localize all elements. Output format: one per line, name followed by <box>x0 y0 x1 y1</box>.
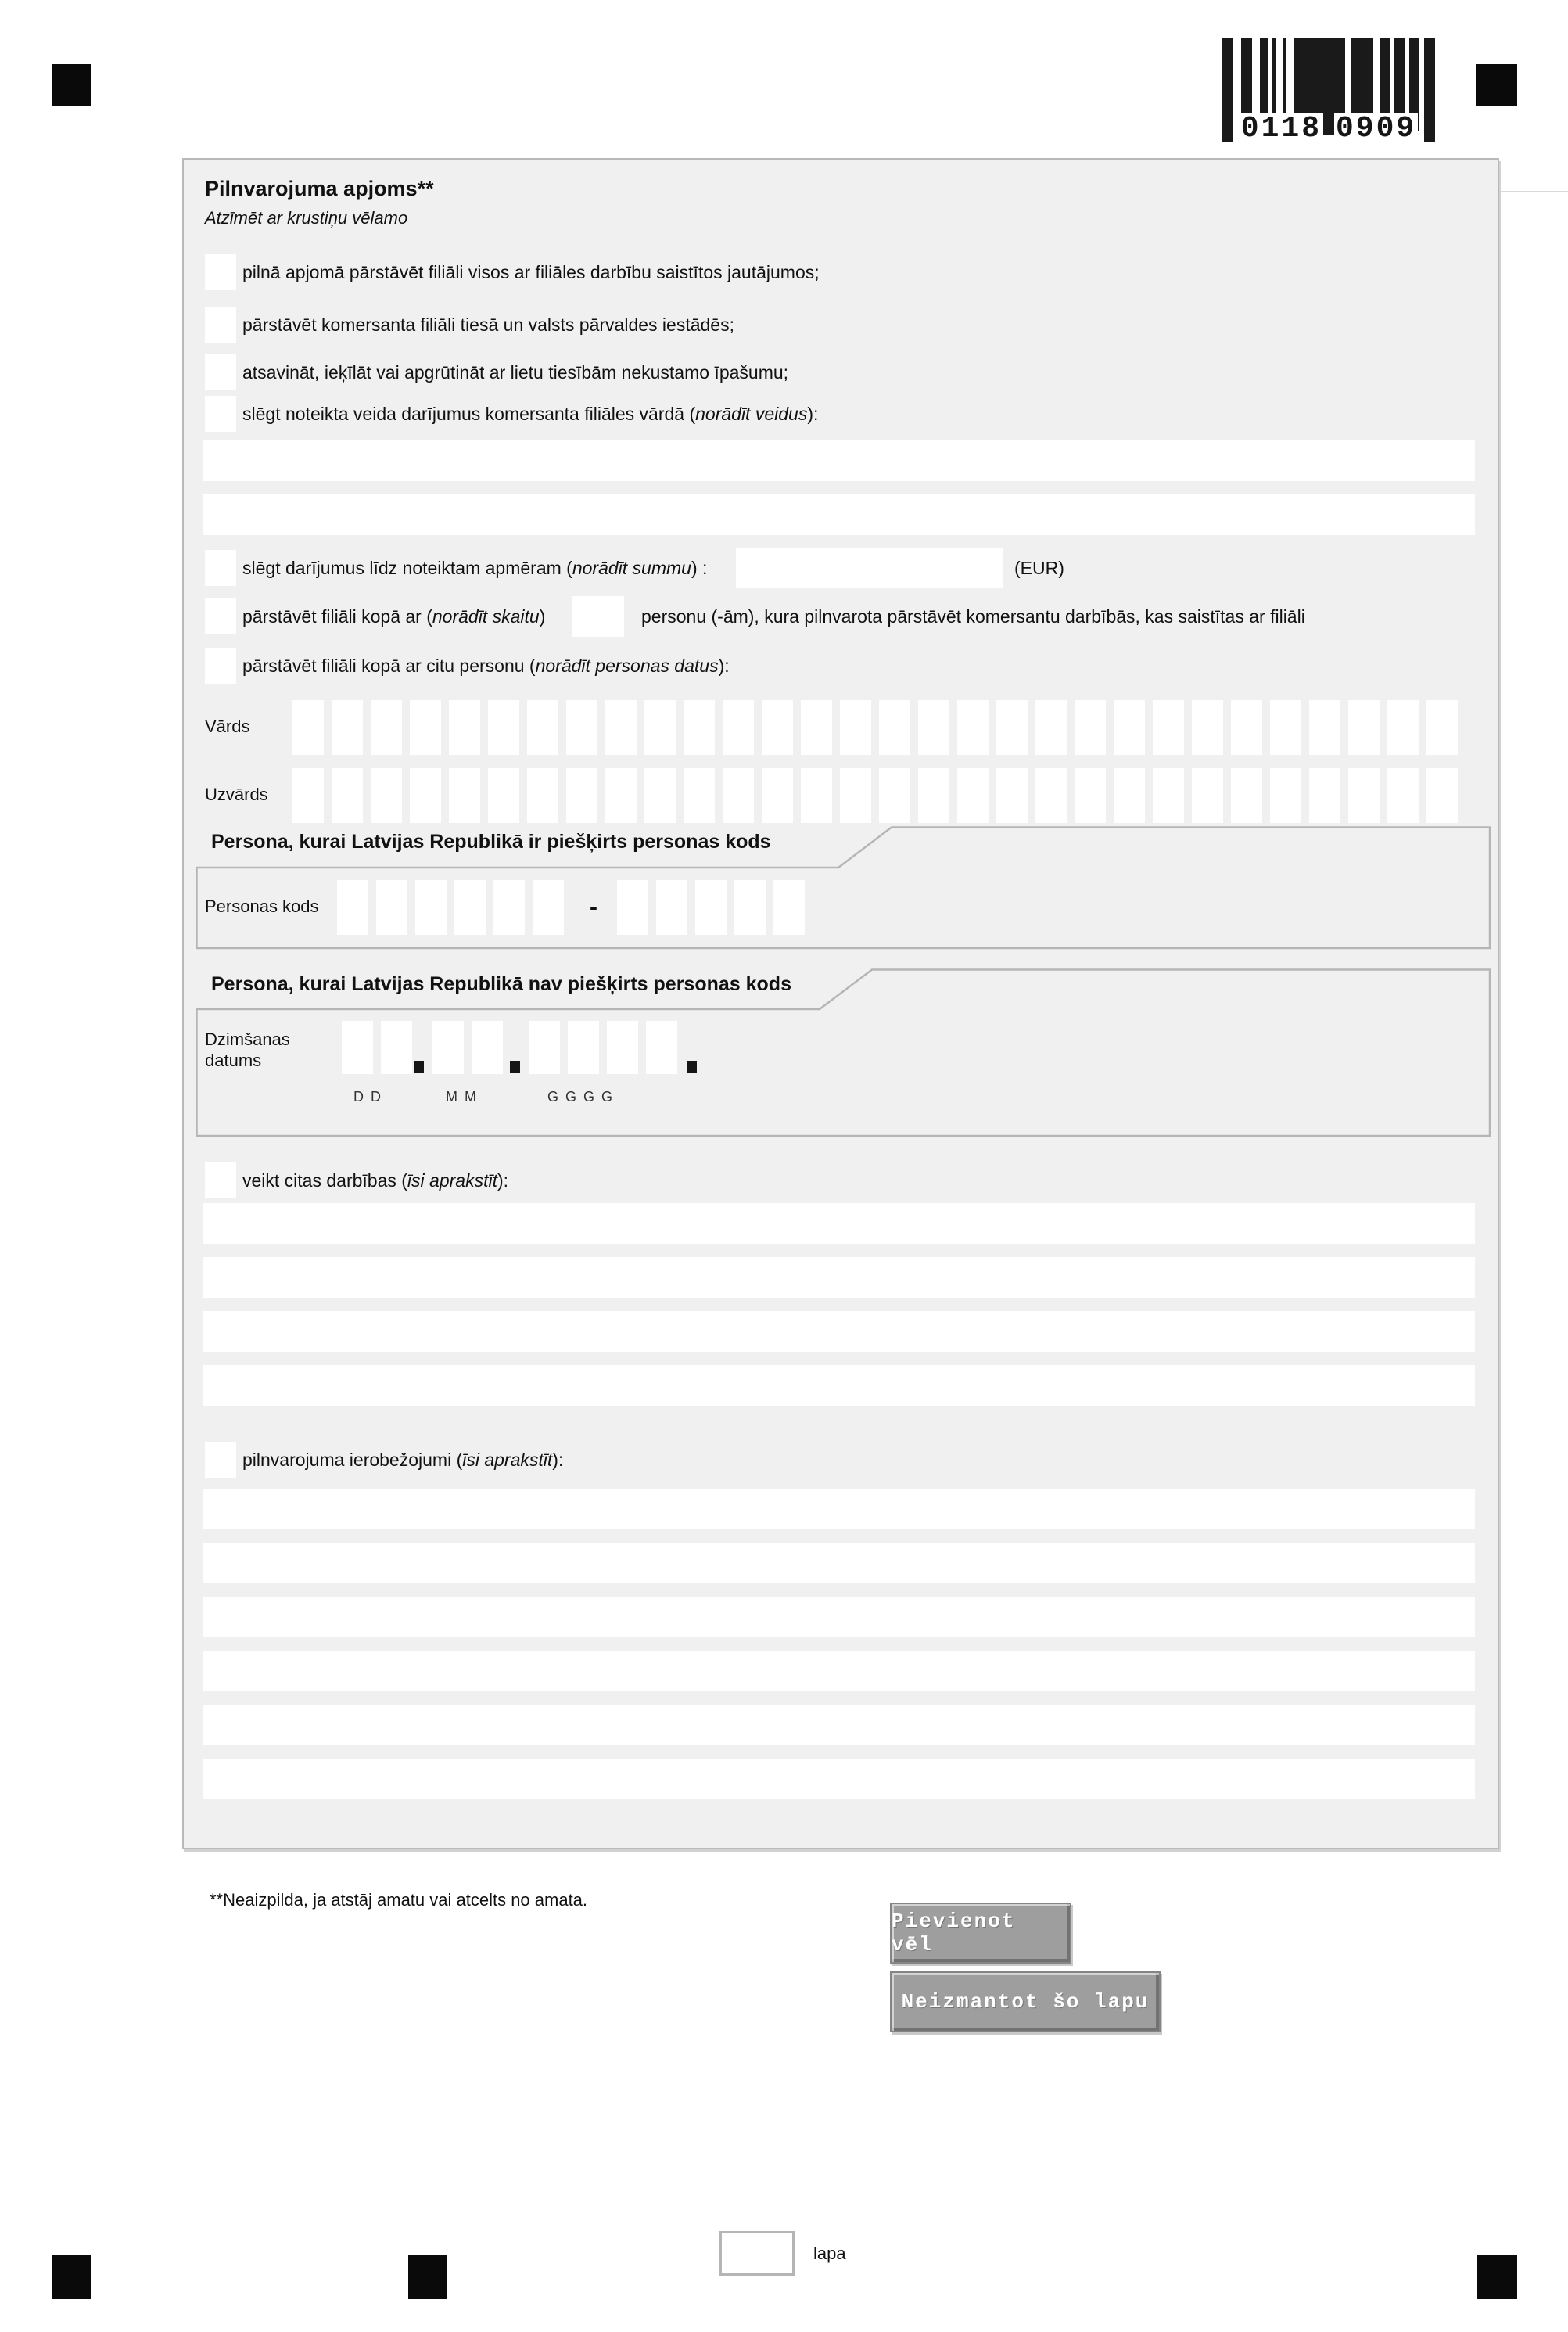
character-cell[interactable] <box>918 768 949 823</box>
amount-input[interactable] <box>736 548 1003 588</box>
checkbox-limitations[interactable] <box>205 1442 236 1478</box>
surname-cells <box>292 768 1458 823</box>
character-cell[interactable] <box>371 700 402 755</box>
character-cell[interactable] <box>1348 768 1380 823</box>
character-cell[interactable] <box>1387 768 1419 823</box>
character-cell[interactable] <box>1309 700 1340 755</box>
character-cell[interactable] <box>493 880 525 935</box>
page-number-label: lapa <box>813 2243 846 2263</box>
option-row-amount-limit <box>205 548 1425 588</box>
character-cell[interactable] <box>646 1021 677 1074</box>
character-cell[interactable] <box>527 768 558 823</box>
barcode-digits <box>1220 113 1437 147</box>
character-cell[interactable] <box>568 1021 599 1074</box>
character-cell[interactable] <box>684 768 715 823</box>
checkbox-other-actions[interactable] <box>205 1162 236 1198</box>
character-cell[interactable] <box>410 768 441 823</box>
character-cell[interactable] <box>644 768 676 823</box>
character-cell[interactable] <box>762 700 793 755</box>
text-input-line[interactable] <box>203 1597 1475 1637</box>
text-input-line[interactable] <box>203 1311 1475 1352</box>
checkbox-alienate-property[interactable] <box>205 354 236 390</box>
option-label: slēgt noteikta veida darījumus komersanta filiāles vārdā (norādīt veidus): <box>242 403 819 424</box>
registration-mark-bottom-right <box>1477 2255 1517 2299</box>
character-cell[interactable] <box>292 700 324 755</box>
barcode-digits-right: 0909 <box>1336 112 1417 146</box>
character-cell[interactable] <box>292 768 324 823</box>
character-cell[interactable] <box>1075 700 1106 755</box>
character-cell[interactable] <box>432 1021 464 1074</box>
option-row-joint-person <box>205 648 730 684</box>
character-cell[interactable] <box>332 700 363 755</box>
option-row-full-scope <box>205 254 820 290</box>
character-cell[interactable] <box>415 880 447 935</box>
character-cell[interactable] <box>957 768 989 823</box>
character-cell[interactable] <box>656 880 687 935</box>
character-cell[interactable] <box>607 1021 638 1074</box>
character-cell[interactable] <box>1114 768 1145 823</box>
character-cell[interactable] <box>1192 700 1223 755</box>
character-cell[interactable] <box>1426 768 1458 823</box>
page-edge-line <box>1498 191 1568 192</box>
character-cell[interactable] <box>1348 700 1380 755</box>
registration-mark-top-left <box>52 64 91 106</box>
character-cell[interactable] <box>1035 700 1067 755</box>
date-separator-dot <box>414 1061 424 1073</box>
barcode-digits-left: 0118 <box>1240 112 1322 146</box>
day-caption: D D <box>353 1089 382 1105</box>
character-cell[interactable] <box>1192 768 1223 823</box>
character-cell[interactable] <box>840 700 871 755</box>
text-input-line[interactable] <box>203 1543 1475 1583</box>
text-input-line[interactable] <box>203 1759 1475 1799</box>
character-cell[interactable] <box>449 768 480 823</box>
character-cell[interactable] <box>996 768 1028 823</box>
birth-day-cells <box>342 1021 412 1074</box>
character-cell[interactable] <box>488 700 519 755</box>
character-cell[interactable] <box>1426 700 1458 755</box>
text-input-line[interactable] <box>203 1705 1475 1745</box>
personal-code-separator: - <box>590 894 597 920</box>
character-cell[interactable] <box>773 880 805 935</box>
footnote: **Neaizpilda, ja atstāj amatu vai atcelts no amata. <box>210 1890 588 1910</box>
character-cell[interactable] <box>695 880 727 935</box>
character-cell[interactable] <box>472 1021 503 1074</box>
option-label-continuation: personu (-ām), kura pilnvarota pārstāvēt komersantu darbībās, kas saistītas ar filiāli <box>641 605 1305 627</box>
character-cell[interactable] <box>762 768 793 823</box>
date-separator-dot <box>687 1061 697 1073</box>
checkbox-deal-types[interactable] <box>205 396 236 432</box>
character-cell[interactable] <box>1231 700 1262 755</box>
personal-code-cells-first <box>337 880 564 935</box>
character-cell[interactable] <box>801 700 832 755</box>
option-row-represent-court <box>205 307 734 343</box>
option-label: pilnvarojuma ierobežojumi (īsi aprakstīt): <box>242 1449 564 1470</box>
option-row-alienate-property <box>205 354 788 390</box>
character-cell[interactable] <box>840 768 871 823</box>
checkbox-joint-person[interactable] <box>205 648 236 684</box>
option-label: pārstāvēt filiāli kopā ar (norādīt skaitu) <box>242 605 546 627</box>
checkbox-full-scope[interactable] <box>205 254 236 290</box>
deal-type-lines <box>203 440 1475 535</box>
checkbox-amount-limit[interactable] <box>205 550 236 586</box>
character-cell[interactable] <box>1075 768 1106 823</box>
section-instruction: Atzīmēt ar krustiņu vēlamo <box>205 208 408 228</box>
month-caption: M M <box>446 1089 478 1105</box>
year-caption: G G G G <box>547 1089 615 1105</box>
personal-code-section-title: Persona, kurai Latvijas Republikā ir piešķirts personas kods <box>211 831 771 853</box>
add-more-button[interactable]: Pievienot vēl <box>890 1903 1071 1964</box>
checkbox-represent-court[interactable] <box>205 307 236 343</box>
character-cell[interactable] <box>332 768 363 823</box>
birth-date-label: Dzimšanas datums <box>205 1029 290 1070</box>
first-name-cells <box>292 700 1458 755</box>
other-actions-lines <box>203 1203 1475 1406</box>
character-cell[interactable] <box>376 880 407 935</box>
checkbox-joint-count[interactable] <box>205 598 236 634</box>
character-cell[interactable] <box>410 700 441 755</box>
text-input-line[interactable] <box>203 1365 1475 1406</box>
option-row-deal-types <box>205 396 818 432</box>
character-cell[interactable] <box>801 768 832 823</box>
currency-label: (EUR) <box>1014 557 1064 578</box>
birth-year-cells <box>529 1021 677 1074</box>
option-label: veikt citas darbības (īsi aprakstīt): <box>242 1170 509 1191</box>
character-cell[interactable] <box>684 700 715 755</box>
character-cell[interactable] <box>996 700 1028 755</box>
person-count-input[interactable] <box>572 596 624 637</box>
character-cell[interactable] <box>1231 768 1262 823</box>
option-label: atsavināt, ieķīlāt vai apgrūtināt ar lietu tiesībām nekustamo īpašumu; <box>242 361 789 383</box>
option-label: pārstāvēt komersanta filiāli tiesā un valsts pārvaldes iestādēs; <box>242 314 734 335</box>
character-cell[interactable] <box>1153 700 1184 755</box>
character-cell[interactable] <box>1035 768 1067 823</box>
character-cell[interactable] <box>644 700 676 755</box>
option-label: slēgt darījumus līdz noteiktam apmēram (norādīt summu) : <box>242 557 708 578</box>
personal-code-label: Personas kods <box>205 897 319 916</box>
birth-month-cells <box>432 1021 503 1074</box>
option-label: pārstāvēt filiāli kopā ar citu personu (norādīt personas datus): <box>242 655 730 676</box>
character-cell[interactable] <box>533 880 564 935</box>
personal-code-cells-second <box>617 880 805 935</box>
character-cell[interactable] <box>1387 700 1419 755</box>
character-cell[interactable] <box>605 700 637 755</box>
character-cell[interactable] <box>449 700 480 755</box>
character-cell[interactable] <box>454 880 486 935</box>
character-cell[interactable] <box>371 768 402 823</box>
character-cell[interactable] <box>1153 768 1184 823</box>
character-cell[interactable] <box>527 700 558 755</box>
character-cell[interactable] <box>488 768 519 823</box>
character-cell[interactable] <box>957 700 989 755</box>
text-input-line[interactable] <box>203 1489 1475 1529</box>
character-cell[interactable] <box>723 768 754 823</box>
registration-mark-bottom-middle <box>408 2255 447 2299</box>
option-row-limitations <box>205 1442 563 1478</box>
character-cell[interactable] <box>723 700 754 755</box>
character-cell[interactable] <box>1114 700 1145 755</box>
text-input-line[interactable] <box>203 1203 1475 1244</box>
character-cell[interactable] <box>734 880 766 935</box>
limitations-lines <box>203 1489 1475 1799</box>
character-cell[interactable] <box>342 1021 373 1074</box>
character-cell[interactable] <box>529 1021 560 1074</box>
option-label: pilnā apjomā pārstāvēt filiāli visos ar filiāles darbību saistītos jautājumos; <box>242 261 820 282</box>
first-name-label: Vārds <box>205 717 250 736</box>
character-cell[interactable] <box>879 700 910 755</box>
date-separator-dot <box>510 1061 520 1073</box>
option-row-other-actions <box>205 1162 508 1198</box>
page-number-input[interactable] <box>719 2231 795 2276</box>
character-cell[interactable] <box>1270 700 1301 755</box>
registration-mark-top-right <box>1476 64 1517 106</box>
character-cell[interactable] <box>381 1021 412 1074</box>
text-input-line[interactable] <box>203 494 1475 535</box>
character-cell[interactable] <box>605 768 637 823</box>
character-cell[interactable] <box>1270 768 1301 823</box>
skip-page-button[interactable]: Neizmantot šo lapu <box>890 1971 1161 2032</box>
character-cell[interactable] <box>566 768 597 823</box>
text-input-line[interactable] <box>203 1257 1475 1298</box>
birth-date-section-title: Persona, kurai Latvijas Republikā nav piešķirts personas kods <box>211 973 791 995</box>
text-input-line[interactable] <box>203 1651 1475 1691</box>
surname-label: Uzvārds <box>205 785 268 804</box>
registration-mark-bottom-left <box>52 2255 91 2299</box>
section-heading: Pilnvarojuma apjoms** <box>205 177 434 200</box>
option-row-joint-count <box>205 596 1487 637</box>
character-cell[interactable] <box>879 768 910 823</box>
character-cell[interactable] <box>337 880 368 935</box>
character-cell[interactable] <box>918 700 949 755</box>
text-input-line[interactable] <box>203 440 1475 481</box>
character-cell[interactable] <box>1309 768 1340 823</box>
character-cell[interactable] <box>617 880 648 935</box>
character-cell[interactable] <box>566 700 597 755</box>
